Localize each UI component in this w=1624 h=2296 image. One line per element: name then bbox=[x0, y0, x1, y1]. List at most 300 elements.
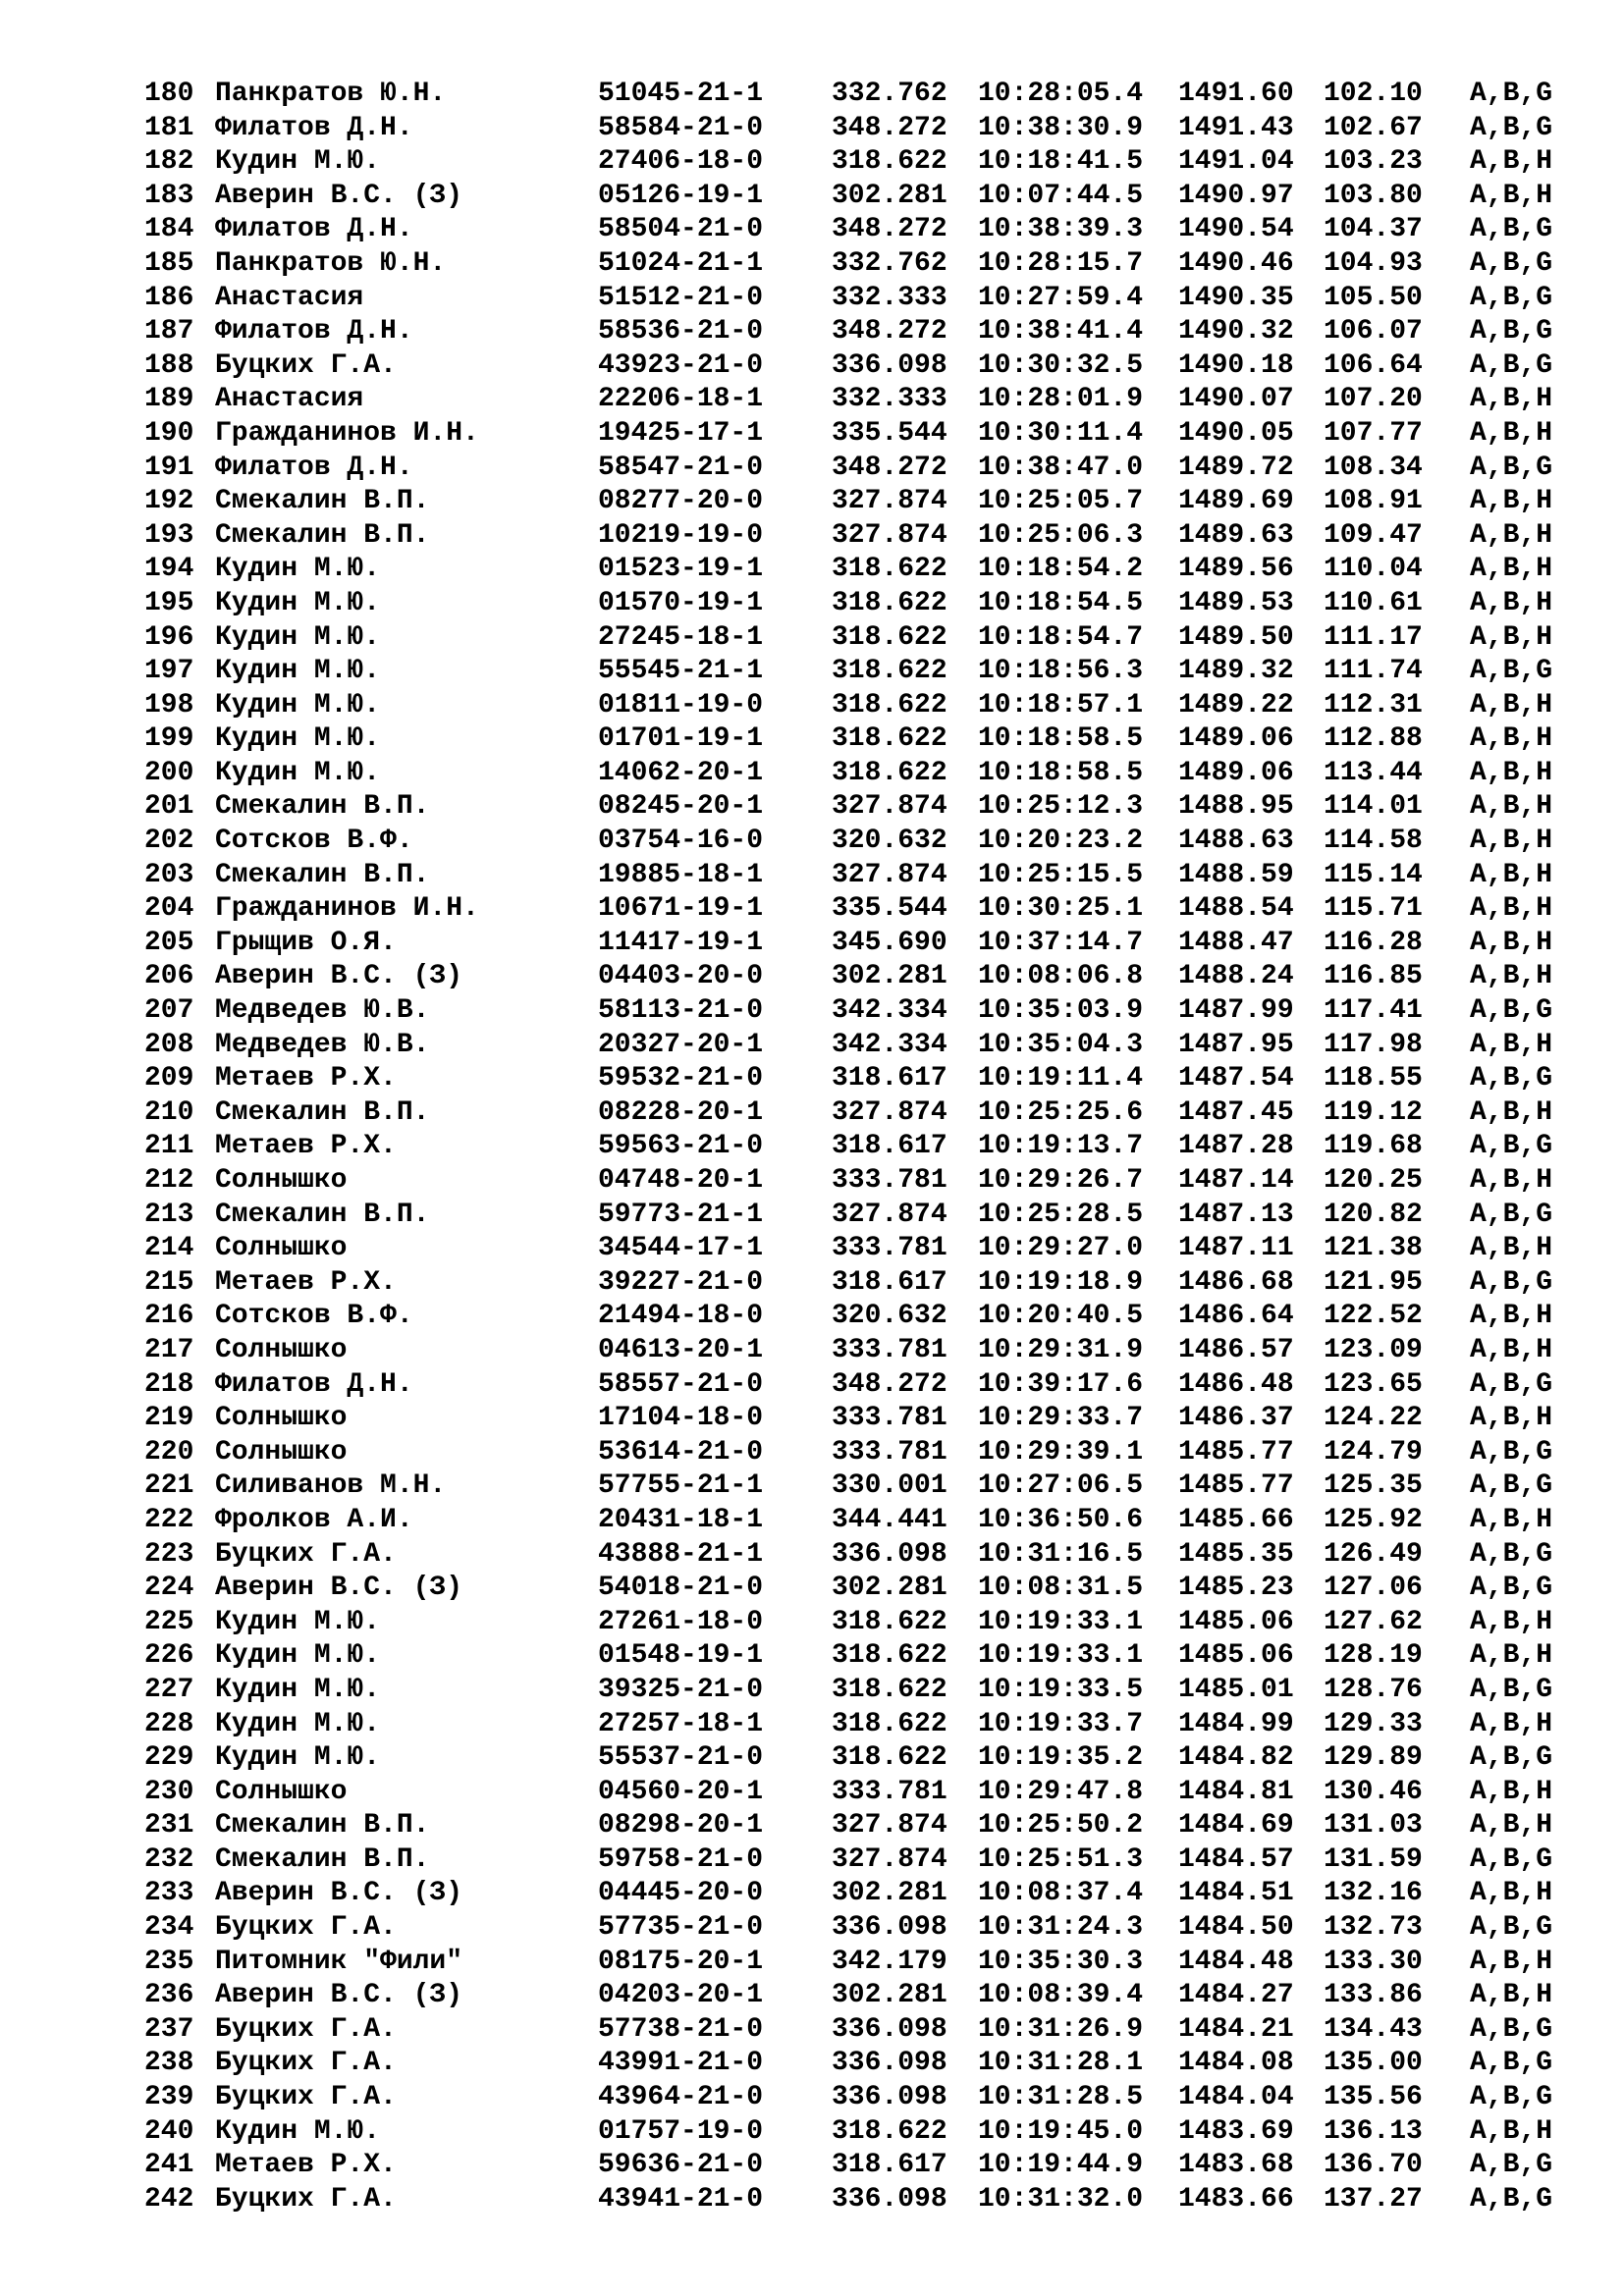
points-value: 130.46 bbox=[1324, 1776, 1423, 1807]
fancier-name: Смекалин В.П. bbox=[215, 1096, 430, 1128]
distance-km: 344.441 bbox=[832, 1504, 947, 1535]
ring-number: 43964-21-0 bbox=[598, 2082, 764, 2113]
speed-value: 1483.68 bbox=[1178, 2150, 1294, 2181]
distance-km: 336.098 bbox=[832, 349, 947, 381]
ring-number: 08175-20-1 bbox=[598, 1946, 764, 1977]
ring-number: 58113-21-0 bbox=[598, 995, 764, 1027]
points-value: 131.03 bbox=[1324, 1810, 1423, 1842]
category-codes: A,B,H bbox=[1470, 1096, 1553, 1128]
position-number: 232 bbox=[144, 1843, 194, 1875]
ring-number: 01523-19-1 bbox=[598, 554, 764, 585]
category-codes: A,B,G bbox=[1470, 1538, 1553, 1570]
distance-km: 342.334 bbox=[832, 1029, 947, 1060]
distance-km: 318.617 bbox=[832, 1131, 947, 1162]
table-row bbox=[144, 1096, 1558, 1131]
position-number: 226 bbox=[144, 1640, 194, 1672]
position-number: 213 bbox=[144, 1199, 194, 1230]
table-row bbox=[144, 282, 1558, 316]
position-number: 219 bbox=[144, 1403, 194, 1434]
category-codes: A,B,H bbox=[1470, 1640, 1553, 1672]
fancier-name: Филатов Д.Н. bbox=[215, 316, 413, 347]
distance-km: 327.874 bbox=[832, 1843, 947, 1875]
ring-number: 04748-20-1 bbox=[598, 1165, 764, 1196]
distance-km: 336.098 bbox=[832, 1912, 947, 1944]
points-value: 134.43 bbox=[1324, 2013, 1423, 2045]
position-number: 221 bbox=[144, 1470, 194, 1502]
distance-km: 302.281 bbox=[832, 1573, 947, 1604]
ring-number: 08245-20-1 bbox=[598, 791, 764, 823]
points-value: 131.59 bbox=[1324, 1843, 1423, 1875]
fancier-name: Грыщив О.Я. bbox=[215, 927, 397, 958]
speed-value: 1488.54 bbox=[1178, 893, 1294, 925]
arrival-time: 10:25:51.3 bbox=[978, 1843, 1144, 1875]
position-number: 218 bbox=[144, 1368, 194, 1400]
points-value: 133.86 bbox=[1324, 1980, 1423, 2011]
fancier-name: Медведев Ю.В. bbox=[215, 995, 430, 1027]
arrival-time: 10:25:25.6 bbox=[978, 1096, 1144, 1128]
position-number: 217 bbox=[144, 1334, 194, 1365]
position-number: 234 bbox=[144, 1912, 194, 1944]
position-number: 201 bbox=[144, 791, 194, 823]
speed-value: 1484.99 bbox=[1178, 1708, 1294, 1739]
arrival-time: 10:37:14.7 bbox=[978, 927, 1144, 958]
ring-number: 03754-16-0 bbox=[598, 826, 764, 857]
ring-number: 58536-21-0 bbox=[598, 316, 764, 347]
category-codes: A,B,H bbox=[1470, 1606, 1553, 1637]
category-codes: A,B,G bbox=[1470, 2048, 1553, 2079]
ring-number: 57735-21-0 bbox=[598, 1912, 764, 1944]
points-value: 116.28 bbox=[1324, 927, 1423, 958]
category-codes: A,B,H bbox=[1470, 1334, 1553, 1365]
arrival-time: 10:25:50.2 bbox=[978, 1810, 1144, 1842]
distance-km: 302.281 bbox=[832, 1980, 947, 2011]
speed-value: 1484.81 bbox=[1178, 1776, 1294, 1807]
arrival-time: 10:19:11.4 bbox=[978, 1063, 1144, 1095]
table-row bbox=[144, 1843, 1558, 1878]
fancier-name: Кудин М.Ю. bbox=[215, 656, 381, 687]
position-number: 207 bbox=[144, 995, 194, 1027]
position-number: 181 bbox=[144, 112, 194, 143]
position-number: 185 bbox=[144, 247, 194, 279]
table-row bbox=[144, 927, 1558, 961]
points-value: 103.80 bbox=[1324, 180, 1423, 211]
speed-value: 1484.57 bbox=[1178, 1843, 1294, 1875]
speed-value: 1491.04 bbox=[1178, 146, 1294, 178]
fancier-name: Смекалин В.П. bbox=[215, 519, 430, 551]
distance-km: 327.874 bbox=[832, 486, 947, 517]
table-row bbox=[144, 145, 1558, 180]
arrival-time: 10:19:45.0 bbox=[978, 2115, 1144, 2147]
table-row bbox=[144, 112, 1558, 146]
table-row bbox=[144, 1232, 1558, 1266]
points-value: 114.58 bbox=[1324, 826, 1423, 857]
position-number: 189 bbox=[144, 384, 194, 415]
arrival-time: 10:08:06.8 bbox=[978, 961, 1144, 992]
arrival-time: 10:08:37.4 bbox=[978, 1878, 1144, 1909]
fancier-name: Аверин В.С. (З) bbox=[215, 180, 463, 211]
arrival-time: 10:19:33.7 bbox=[978, 1708, 1144, 1739]
table-row bbox=[144, 960, 1558, 994]
position-number: 223 bbox=[144, 1538, 194, 1570]
table-row bbox=[144, 790, 1558, 825]
ring-number: 04613-20-1 bbox=[598, 1334, 764, 1365]
category-codes: A,B,H bbox=[1470, 1165, 1553, 1196]
position-number: 237 bbox=[144, 2013, 194, 2045]
position-number: 184 bbox=[144, 214, 194, 245]
table-row bbox=[144, 180, 1558, 214]
arrival-time: 10:08:39.4 bbox=[978, 1980, 1144, 2011]
distance-km: 345.690 bbox=[832, 927, 947, 958]
speed-value: 1485.35 bbox=[1178, 1538, 1294, 1570]
distance-km: 320.632 bbox=[832, 1301, 947, 1332]
category-codes: A,B,H bbox=[1470, 1878, 1553, 1909]
category-codes: A,B,H bbox=[1470, 826, 1553, 857]
speed-value: 1488.24 bbox=[1178, 961, 1294, 992]
distance-km: 318.622 bbox=[832, 1606, 947, 1637]
table-row bbox=[144, 1300, 1558, 1334]
table-row bbox=[144, 1606, 1558, 1640]
fancier-name: Смекалин В.П. bbox=[215, 859, 430, 890]
table-row bbox=[144, 485, 1558, 519]
speed-value: 1484.27 bbox=[1178, 1980, 1294, 2011]
speed-value: 1489.06 bbox=[1178, 757, 1294, 788]
fancier-name: Буцких Г.А. bbox=[215, 2082, 397, 2113]
table-row bbox=[144, 2047, 1558, 2081]
speed-value: 1491.43 bbox=[1178, 112, 1294, 143]
ring-number: 53614-21-0 bbox=[598, 1436, 764, 1468]
points-value: 113.44 bbox=[1324, 757, 1423, 788]
speed-value: 1484.21 bbox=[1178, 2013, 1294, 2045]
arrival-time: 10:38:41.4 bbox=[978, 316, 1144, 347]
category-codes: A,B,G bbox=[1470, 79, 1553, 109]
distance-km: 342.334 bbox=[832, 995, 947, 1027]
distance-km: 302.281 bbox=[832, 961, 947, 992]
arrival-time: 10:27:59.4 bbox=[978, 282, 1144, 313]
distance-km: 327.874 bbox=[832, 1199, 947, 1230]
table-row bbox=[144, 2183, 1558, 2217]
category-codes: A,B,H bbox=[1470, 1776, 1553, 1807]
distance-km: 318.617 bbox=[832, 1063, 947, 1095]
position-number: 210 bbox=[144, 1096, 194, 1128]
distance-km: 318.617 bbox=[832, 2150, 947, 2181]
category-codes: A,B,G bbox=[1470, 995, 1553, 1027]
table-row bbox=[144, 1402, 1558, 1436]
distance-km: 318.622 bbox=[832, 1742, 947, 1774]
category-codes: A,B,H bbox=[1470, 1946, 1553, 1977]
category-codes: A,B,G bbox=[1470, 1063, 1553, 1095]
speed-value: 1489.69 bbox=[1178, 486, 1294, 517]
distance-km: 348.272 bbox=[832, 112, 947, 143]
fancier-name: Солнышко bbox=[215, 1403, 348, 1434]
fancier-name: Кудин М.Ю. bbox=[215, 1742, 381, 1774]
fancier-name: Гражданинов И.Н. bbox=[215, 893, 479, 925]
category-codes: A,B,H bbox=[1470, 791, 1553, 823]
speed-value: 1488.95 bbox=[1178, 791, 1294, 823]
distance-km: 327.874 bbox=[832, 1096, 947, 1128]
ring-number: 51045-21-1 bbox=[598, 79, 764, 109]
ring-number: 59636-21-0 bbox=[598, 2150, 764, 2181]
table-row bbox=[144, 1776, 1558, 1810]
table-row bbox=[144, 1029, 1558, 1063]
category-codes: A,B,G bbox=[1470, 282, 1553, 313]
speed-value: 1489.22 bbox=[1178, 689, 1294, 721]
category-codes: A,B,H bbox=[1470, 893, 1553, 925]
distance-km: 302.281 bbox=[832, 180, 947, 211]
speed-value: 1486.68 bbox=[1178, 1266, 1294, 1298]
arrival-time: 10:31:24.3 bbox=[978, 1912, 1144, 1944]
ring-number: 01811-19-0 bbox=[598, 689, 764, 721]
points-value: 107.77 bbox=[1324, 417, 1423, 449]
table-row bbox=[144, 1946, 1558, 1980]
category-codes: A,B,G bbox=[1470, 349, 1553, 381]
category-codes: A,B,H bbox=[1470, 1980, 1553, 2011]
speed-value: 1486.57 bbox=[1178, 1334, 1294, 1365]
distance-km: 335.544 bbox=[832, 893, 947, 925]
points-value: 136.13 bbox=[1324, 2115, 1423, 2147]
points-value: 119.68 bbox=[1324, 1131, 1423, 1162]
table-row bbox=[144, 757, 1558, 791]
table-row bbox=[144, 2081, 1558, 2115]
position-number: 212 bbox=[144, 1165, 194, 1196]
arrival-time: 10:18:58.5 bbox=[978, 757, 1144, 788]
distance-km: 332.333 bbox=[832, 384, 947, 415]
fancier-name: Гражданинов И.Н. bbox=[215, 417, 479, 449]
points-value: 115.71 bbox=[1324, 893, 1423, 925]
points-value: 107.20 bbox=[1324, 384, 1423, 415]
speed-value: 1485.06 bbox=[1178, 1640, 1294, 1672]
fancier-name: Метаев Р.Х. bbox=[215, 1266, 397, 1298]
category-codes: A,B,H bbox=[1470, 1708, 1553, 1739]
table-row bbox=[144, 1538, 1558, 1573]
points-value: 120.82 bbox=[1324, 1199, 1423, 1230]
position-number: 230 bbox=[144, 1776, 194, 1807]
position-number: 211 bbox=[144, 1131, 194, 1162]
points-value: 135.00 bbox=[1324, 2048, 1423, 2079]
points-value: 105.50 bbox=[1324, 282, 1423, 313]
table-row bbox=[144, 722, 1558, 757]
speed-value: 1485.01 bbox=[1178, 1674, 1294, 1705]
points-value: 129.33 bbox=[1324, 1708, 1423, 1739]
arrival-time: 10:29:47.8 bbox=[978, 1776, 1144, 1807]
points-value: 104.37 bbox=[1324, 214, 1423, 245]
category-codes: A,B,H bbox=[1470, 2115, 1553, 2147]
fancier-name: Филатов Д.Н. bbox=[215, 452, 413, 483]
category-codes: A,B,G bbox=[1470, 1199, 1553, 1230]
points-value: 110.04 bbox=[1324, 554, 1423, 585]
position-number: 191 bbox=[144, 452, 194, 483]
points-value: 117.98 bbox=[1324, 1029, 1423, 1060]
points-value: 122.52 bbox=[1324, 1301, 1423, 1332]
ring-number: 04403-20-0 bbox=[598, 961, 764, 992]
fancier-name: Кудин М.Ю. bbox=[215, 146, 381, 178]
category-codes: A,B,G bbox=[1470, 2082, 1553, 2113]
ring-number: 43923-21-0 bbox=[598, 349, 764, 381]
speed-value: 1490.97 bbox=[1178, 180, 1294, 211]
arrival-time: 10:30:11.4 bbox=[978, 417, 1144, 449]
arrival-time: 10:39:17.6 bbox=[978, 1368, 1144, 1400]
category-codes: A,B,G bbox=[1470, 1742, 1553, 1774]
category-codes: A,B,G bbox=[1470, 112, 1553, 143]
arrival-time: 10:18:54.5 bbox=[978, 587, 1144, 618]
arrival-time: 10:19:44.9 bbox=[978, 2150, 1144, 2181]
ring-number: 20327-20-1 bbox=[598, 1029, 764, 1060]
ring-number: 43888-21-1 bbox=[598, 1538, 764, 1570]
results-table bbox=[144, 78, 1558, 2216]
distance-km: 318.622 bbox=[832, 689, 947, 721]
fancier-name: Фролков А.И. bbox=[215, 1504, 413, 1535]
distance-km: 332.762 bbox=[832, 79, 947, 109]
fancier-name: Кудин М.Ю. bbox=[215, 723, 381, 755]
position-number: 188 bbox=[144, 349, 194, 381]
fancier-name: Филатов Д.Н. bbox=[215, 214, 413, 245]
table-row bbox=[144, 1979, 1558, 2013]
fancier-name: Смекалин В.П. bbox=[215, 1810, 430, 1842]
category-codes: A,B,G bbox=[1470, 1266, 1553, 1298]
points-value: 117.41 bbox=[1324, 995, 1423, 1027]
fancier-name: Анастасия bbox=[215, 282, 364, 313]
table-row bbox=[144, 655, 1558, 689]
position-number: 228 bbox=[144, 1708, 194, 1739]
arrival-time: 10:29:26.7 bbox=[978, 1165, 1144, 1196]
distance-km: 333.781 bbox=[832, 1165, 947, 1196]
ring-number: 27261-18-0 bbox=[598, 1606, 764, 1637]
category-codes: A,B,G bbox=[1470, 1470, 1553, 1502]
arrival-time: 10:35:04.3 bbox=[978, 1029, 1144, 1060]
points-value: 125.35 bbox=[1324, 1470, 1423, 1502]
speed-value: 1486.64 bbox=[1178, 1301, 1294, 1332]
fancier-name: Аверин В.С. (З) bbox=[215, 1573, 463, 1604]
fancier-name: Сотсков В.Ф. bbox=[215, 1301, 413, 1332]
fancier-name: Филатов Д.Н. bbox=[215, 1368, 413, 1400]
points-value: 124.22 bbox=[1324, 1403, 1423, 1434]
speed-value: 1490.32 bbox=[1178, 316, 1294, 347]
speed-value: 1487.95 bbox=[1178, 1029, 1294, 1060]
fancier-name: Кудин М.Ю. bbox=[215, 2115, 381, 2147]
distance-km: 327.874 bbox=[832, 791, 947, 823]
distance-km: 348.272 bbox=[832, 316, 947, 347]
arrival-time: 10:38:47.0 bbox=[978, 452, 1144, 483]
ring-number: 59563-21-0 bbox=[598, 1131, 764, 1162]
speed-value: 1489.06 bbox=[1178, 723, 1294, 755]
arrival-time: 10:29:39.1 bbox=[978, 1436, 1144, 1468]
position-number: 227 bbox=[144, 1674, 194, 1705]
position-number: 202 bbox=[144, 826, 194, 857]
arrival-time: 10:25:05.7 bbox=[978, 486, 1144, 517]
speed-value: 1488.63 bbox=[1178, 826, 1294, 857]
arrival-time: 10:31:32.0 bbox=[978, 2183, 1144, 2215]
points-value: 106.07 bbox=[1324, 316, 1423, 347]
speed-value: 1484.04 bbox=[1178, 2082, 1294, 2113]
fancier-name: Смекалин В.П. bbox=[215, 791, 430, 823]
points-value: 123.65 bbox=[1324, 1368, 1423, 1400]
arrival-time: 10:36:50.6 bbox=[978, 1504, 1144, 1535]
ring-number: 04560-20-1 bbox=[598, 1776, 764, 1807]
position-number: 194 bbox=[144, 554, 194, 585]
position-number: 224 bbox=[144, 1573, 194, 1604]
speed-value: 1489.63 bbox=[1178, 519, 1294, 551]
distance-km: 318.622 bbox=[832, 723, 947, 755]
arrival-time: 10:31:28.1 bbox=[978, 2048, 1144, 2079]
fancier-name: Кудин М.Ю. bbox=[215, 1640, 381, 1672]
position-number: 199 bbox=[144, 723, 194, 755]
distance-km: 318.622 bbox=[832, 1708, 947, 1739]
ring-number: 08298-20-1 bbox=[598, 1810, 764, 1842]
fancier-name: Панкратов Ю.Н. bbox=[215, 79, 447, 109]
table-row bbox=[144, 2013, 1558, 2048]
speed-value: 1486.37 bbox=[1178, 1403, 1294, 1434]
speed-value: 1488.59 bbox=[1178, 859, 1294, 890]
arrival-time: 10:35:30.3 bbox=[978, 1946, 1144, 1977]
category-codes: A,B,G bbox=[1470, 2150, 1553, 2181]
position-number: 195 bbox=[144, 587, 194, 618]
points-value: 132.73 bbox=[1324, 1912, 1423, 1944]
arrival-time: 10:38:39.3 bbox=[978, 214, 1144, 245]
category-codes: A,B,H bbox=[1470, 519, 1553, 551]
ring-number: 34544-17-1 bbox=[598, 1233, 764, 1264]
position-number: 182 bbox=[144, 146, 194, 178]
speed-value: 1489.53 bbox=[1178, 587, 1294, 618]
arrival-time: 10:25:12.3 bbox=[978, 791, 1144, 823]
arrival-time: 10:30:32.5 bbox=[978, 349, 1144, 381]
speed-value: 1485.66 bbox=[1178, 1504, 1294, 1535]
table-row bbox=[144, 553, 1558, 587]
fancier-name: Кудин М.Ю. bbox=[215, 1674, 381, 1705]
distance-km: 332.762 bbox=[832, 247, 947, 279]
points-value: 102.67 bbox=[1324, 112, 1423, 143]
position-number: 190 bbox=[144, 417, 194, 449]
arrival-time: 10:08:31.5 bbox=[978, 1573, 1144, 1604]
category-codes: A,B,H bbox=[1470, 180, 1553, 211]
ring-number: 01548-19-1 bbox=[598, 1640, 764, 1672]
position-number: 241 bbox=[144, 2150, 194, 2181]
table-row bbox=[144, 1469, 1558, 1504]
fancier-name: Аверин В.С. (З) bbox=[215, 1878, 463, 1909]
ring-number: 58584-21-0 bbox=[598, 112, 764, 143]
table-row bbox=[144, 2115, 1558, 2150]
position-number: 225 bbox=[144, 1606, 194, 1637]
ring-number: 10219-19-0 bbox=[598, 519, 764, 551]
arrival-time: 10:29:33.7 bbox=[978, 1403, 1144, 1434]
position-number: 208 bbox=[144, 1029, 194, 1060]
fancier-name: Солнышко bbox=[215, 1233, 348, 1264]
points-value: 118.55 bbox=[1324, 1063, 1423, 1095]
ring-number: 04203-20-1 bbox=[598, 1980, 764, 2011]
fancier-name: Солнышко bbox=[215, 1776, 348, 1807]
ring-number: 01570-19-1 bbox=[598, 587, 764, 618]
distance-km: 336.098 bbox=[832, 2183, 947, 2215]
table-row bbox=[144, 1334, 1558, 1368]
category-codes: A,B,G bbox=[1470, 1573, 1553, 1604]
ring-number: 08228-20-1 bbox=[598, 1096, 764, 1128]
ring-number: 59532-21-0 bbox=[598, 1063, 764, 1095]
speed-value: 1490.35 bbox=[1178, 282, 1294, 313]
table-row bbox=[144, 1130, 1558, 1164]
distance-km: 302.281 bbox=[832, 1878, 947, 1909]
speed-value: 1484.82 bbox=[1178, 1742, 1294, 1774]
category-codes: A,B,G bbox=[1470, 1368, 1553, 1400]
distance-km: 333.781 bbox=[832, 1334, 947, 1365]
speed-value: 1486.48 bbox=[1178, 1368, 1294, 1400]
speed-value: 1491.60 bbox=[1178, 79, 1294, 109]
points-value: 116.85 bbox=[1324, 961, 1423, 992]
fancier-name: Кудин М.Ю. bbox=[215, 587, 381, 618]
points-value: 132.16 bbox=[1324, 1878, 1423, 1909]
ring-number: 11417-19-1 bbox=[598, 927, 764, 958]
category-codes: A,B,H bbox=[1470, 1301, 1553, 1332]
category-codes: A,B,H bbox=[1470, 859, 1553, 890]
fancier-name: Кудин М.Ю. bbox=[215, 757, 381, 788]
fancier-name: Кудин М.Ю. bbox=[215, 1606, 381, 1637]
